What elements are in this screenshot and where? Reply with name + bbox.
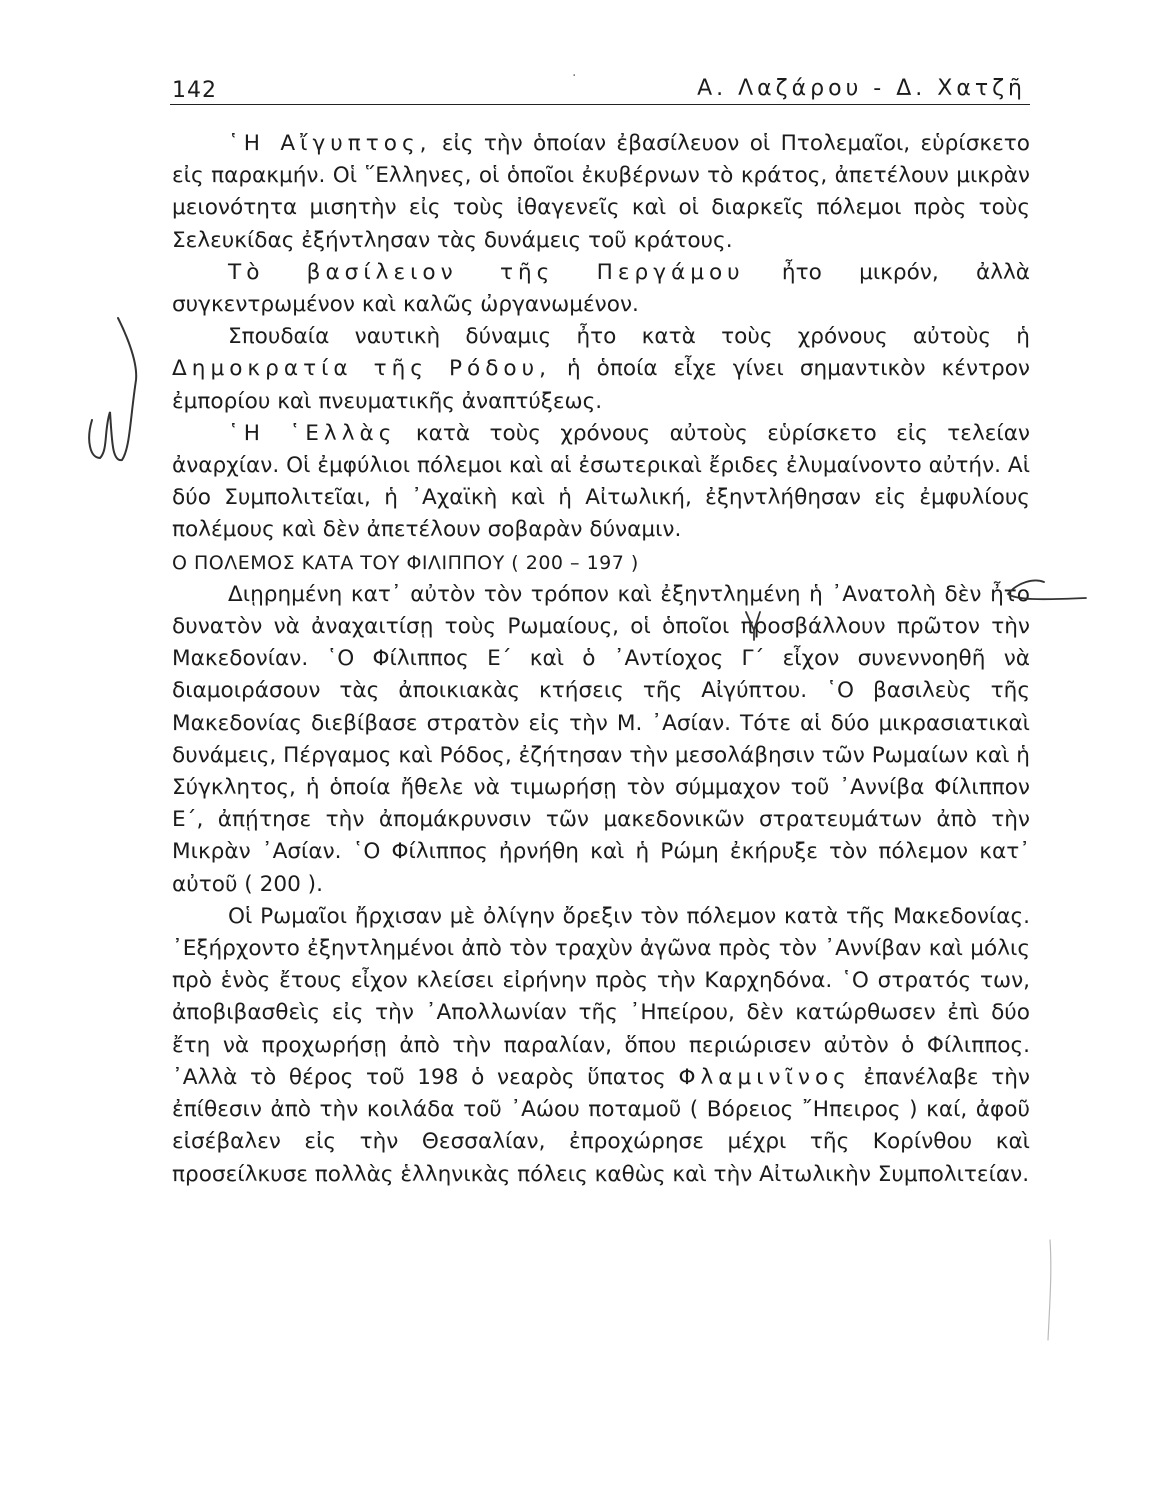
margin-scribble <box>89 318 136 460</box>
paragraph-rhodes <box>172 321 1030 418</box>
emphasized-term: Τὸ βασίλειον τῆς Περγάμου <box>228 259 745 285</box>
page-header <box>170 74 1030 105</box>
scan-speck: · <box>572 68 577 84</box>
paragraph-text: κατὰ τοὺς χρόνους αὐτοὺς εὑρίσκετο εἰς τελείαν ἀναρχίαν. Οἱ ἐμφύλιοι πόλεμοι καὶ αἱ ἐσωτερικαὶ ἔριδες ἐλυμαίνοντο αὐτήν. Αἱ δύο Συμπολιτεῖαι, ἡ ᾿Αχαϊκὴ καὶ ἡ Αἰτωλική, ἐξηντλήθησαν εἰς ἐμφυλίους πολέμους καὶ δὲν ἀπετέλουν σοβαρὰν δύναμιν. <box>172 420 1030 543</box>
paragraph-text: ἦτο μικρόν, ἀλλὰ συγκεντρωμένον καὶ καλῶς ὠργανωμένον. <box>172 259 1031 318</box>
paragraph-greece <box>172 418 1030 547</box>
paragraph-war-start <box>172 579 1030 901</box>
section-heading: Ο ΠΟΛΕΜΟΣ ΚΑΤΑ ΤΟΥ ΦΙΛΙΠΠΟΥ ( 200 – 197 ) <box>172 551 639 574</box>
emphasized-term: ῾Η ῾Ελλὰς <box>228 420 397 446</box>
paragraph-text: εἰς τὴν ὁποίαν ἐβασίλευον οἱ Πτολεμαῖοι, εὑρίσκετο εἰς παρακμήν. Οἱ ῞Ελληνες, οἱ ὁποῖοι ἐκυβέρνων τὸ κράτος, ἀπετέλουν μικρὰν μειονότητα μισητὴν εἰς τοὺς ἰθαγενεῖς καὶ οἱ διαρκεῖς πόλεμοι πρὸς τοὺς Σελευκίδας ἐξήντλησαν τὰς δυνάμεις τοῦ κράτους. <box>172 131 1030 253</box>
paragraph-text: Διῃρημένη κατ᾿ αὐτὸν τὸν τρόπον καὶ ἐξηντλημένη ἡ ᾿Ανατολὴ δὲν ἦτο δυνατὸν νὰ ἀναχαιτίσῃ τοὺς Ρωμαίους, οἱ ὁποῖοι προσβάλλουν πρῶτον τὴν Μακεδονίαν. ῾Ο Φίλιππος Ε΄ καὶ ὁ ᾿Αντίοχος Γ΄ εἶχον συνεννοηθῆ νὰ διαμοιράσουν τὰς ἀποικιακὰς κτήσεις τῆς Αἰγύπτου. ῾Ο βασιλεὺς τῆς Μακεδονίας διεβίβασε στρατὸν εἰς τὴν Μ. ᾿Ασίαν. Τότε αἱ δύο μικρασιατικαὶ δυνάμεις, Πέργαμος καὶ Ρόδος, ἐζήτησαν τὴν μεσολάβησιν τῶν Ρωμαίων καὶ ἡ Σύγκλητος, ἡ ὁποία ἤθελε νὰ τιμωρήσῃ τὸν σύμμαχον τοῦ ᾿Αννίβα Φίλιππον Ε΄, ἀπῄτησε τὴν ἀπομάκρυνσιν τῶν μακεδονικῶν στρατευμάτων ἀπὸ τὴν Μικρὰν ᾿Ασίαν. ῾Ο Φίλιππος ἠρνήθη καὶ ἡ Ρώμη ἐκήρυξε τὸν πόλεμον κατ᾿ αὐτοῦ ( 200 ). <box>172 581 1030 897</box>
emphasized-term: Φλαμινῖνος <box>678 1064 851 1090</box>
paragraph-flamininus <box>172 901 1030 1191</box>
paragraph-text: Σπουδαία ναυτικὴ δύναμις ἦτο κατὰ τοὺς χρόνους αὐτοὺς ἡ <box>228 324 1030 350</box>
emphasized-term: ῾Η Αἴγυπτος, <box>228 131 432 156</box>
running-head: Α. Λαζάρου - Δ. Χατζῆ <box>697 76 1026 101</box>
page-number: 142 <box>172 78 217 103</box>
paragraph-text: ἐπανέλαβε τὴν ἐπίθεσιν ἀπὸ τὴν κοιλάδα τοῦ ᾿Αώου ποταμοῦ ( Βόρειος ῎Ηπειρος ) καί, ἀφοῦ εἰσέβαλεν εἰς τὴν Θεσσαλίαν, ἐπροχώρησε μέχρι τῆς Κορίνθου καὶ προσείλκυσε πολλὰς ἑλληνικὰς πόλεις καθὼς καὶ τὴν Αἰτωλικὴν Συμπολιτείαν. <box>172 1064 1030 1187</box>
margin-pencil-line <box>1048 1240 1051 1340</box>
emphasized-term: Δημοκρατία τῆς Ρόδου, <box>172 356 551 382</box>
paragraph-text: Οἱ Ρωμαῖοι ἤρχισαν μὲ ὀλίγην ὄρεξιν τὸν πόλεμον κατὰ τῆς Μακεδονίας. ᾿Εξήρχοντο ἐξηντλημένοι ἀπὸ τὸν τραχὺν ἀγῶνα πρὸς τὸν ᾿Αννίβαν καὶ μόλις πρὸ ἑνὸς ἔτους εἶχον κλείσει εἰρήνην πρὸς τὴν Καρχηδόνα. ῾Ο στρατός των, ἀποβιβασθεὶς εἰς τὴν ᾿Απολλωνίαν τῆς ᾿Ηπείρου, δὲν κατώρθωσεν ἐπὶ δύο ἔτη νὰ προχωρήσῃ ἀπὸ τὴν παραλίαν, ὅπου περιώρισεν αὐτὸν ὁ Φίλιππος. ᾿Αλλὰ τὸ θέρος τοῦ 198 ὁ νεαρὸς ὕπατος <box>172 903 1030 1090</box>
paragraph-pergamon <box>172 257 1030 321</box>
paragraph-egypt <box>172 128 1030 257</box>
paragraph-text: ἡ ὁποία εἶχε γίνει σημαντικὸν κέντρον ἐμπορίου καὶ πνευματικῆς ἀναπτύξεως. <box>172 356 1030 414</box>
body-text <box>172 128 1030 1191</box>
